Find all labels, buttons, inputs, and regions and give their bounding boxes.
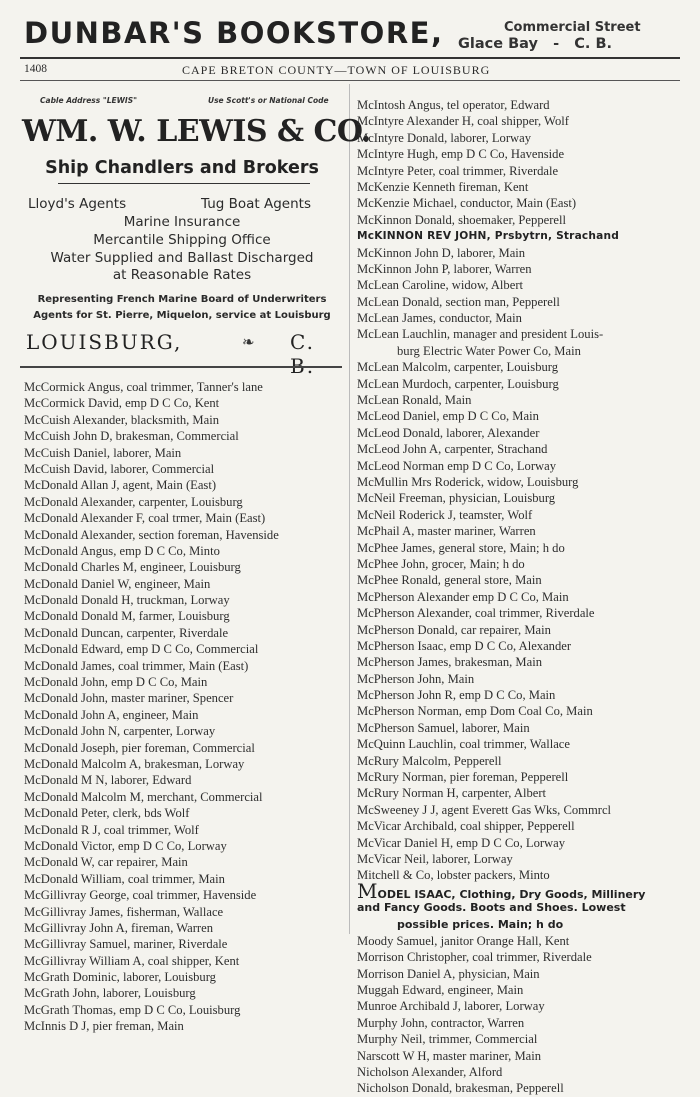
directory-entry: McGrath Dominic, laborer, Louisburg: [24, 970, 216, 985]
directory-entry: McLean Caroline, widow, Albert: [357, 278, 524, 293]
model-line2: and Fancy Goods. Boots and Shoes. Lowest: [357, 901, 626, 915]
directory-entry: McDonald Alexander, carpenter, Louisburg: [24, 494, 243, 509]
model-initial: M: [357, 878, 378, 903]
directory-entry: McDonald W, car repairer, Main: [24, 855, 188, 870]
directory-entry: McPhail A, master mariner, Warren: [357, 524, 536, 539]
directory-entry: Mitchell & Co, lobster packers, Minto: [357, 868, 550, 883]
directory-entry: McDonald R J, coal trimmer, Wolf: [24, 822, 199, 837]
directory-entry: McSweeney J J, agent Everett Gas Wks, Commrcl: [357, 802, 612, 817]
directory-entry: McPherson James, brakesman, Main: [357, 655, 543, 670]
directory-entry: McCuish Alexander, blacksmith, Main: [24, 412, 220, 427]
directory-entry: McLeod Daniel, emp D C Co, Main: [357, 409, 539, 424]
directory-entry: McGillivray George, coal trimmer, Havenside: [24, 888, 257, 903]
directory-entry: McPherson John R, emp D C Co, Main: [357, 688, 556, 703]
directory-entry: McDonald Donald M, farmer, Louisburg: [24, 609, 230, 624]
directory-entry: McDonald Malcolm M, merchant, Commercial: [24, 789, 263, 804]
directory-entry: McDonald Victor, emp D C Co, Lorway: [24, 838, 227, 853]
fleuron-ornament: ❧: [242, 335, 255, 351]
directory-entry: McDonald Peter, clerk, bds Wolf: [24, 806, 190, 821]
directory-entry: McGrath John, laborer, Louisburg: [24, 986, 196, 1001]
directory-entry: McDonald M N, laborer, Edward: [24, 773, 192, 788]
directory-entry: McKINNON REV JOHN, Prsbytrn, Strachand: [357, 230, 620, 243]
directory-entry: McPherson Alexander emp D C Co, Main: [357, 589, 569, 604]
directory-entry: McKinnon John D, laborer, Main: [357, 245, 526, 260]
directory-entry: McDonald Angus, emp D C Co, Minto: [24, 543, 220, 558]
right-directory-column: [357, 97, 687, 1097]
directory-entry: McDonald John, emp D C Co, Main: [24, 675, 208, 690]
directory-entry: McVicar Daniel H, emp D C Co, Lorway: [357, 835, 566, 850]
directory-entry: McDonald William, coal trimmer, Main: [24, 871, 225, 886]
directory-entry: McDonald Malcolm A, brakesman, Lorway: [24, 756, 245, 771]
ad-water: Water Supplied and Ballast Discharged: [50, 250, 314, 266]
column-divider: [349, 84, 350, 934]
ad-location: [24, 330, 344, 378]
ad-lloyds: Lloyd's Agents: [28, 196, 127, 212]
directory-entry: McMullin Mrs Roderick, widow, Louisburg: [357, 474, 579, 489]
directory-entry: McLean James, conductor, Main: [357, 311, 522, 326]
directory-entry: McGillivray John A, fireman, Warren: [24, 920, 214, 935]
directory-entry: McDonald John N, carpenter, Lorway: [24, 724, 216, 739]
directory-entry: McCuish David, laborer, Commercial: [24, 461, 215, 476]
directory-entry: McRury Norman, pier foreman, Pepperell: [357, 770, 569, 785]
directory-entry: McKenzie Kenneth fireman, Kent: [357, 179, 529, 194]
page-number: 1408: [24, 63, 47, 75]
directory-entry: McLean Donald, section man, Pepperell: [357, 294, 560, 309]
directory-entry: McCormick David, emp D C Co, Kent: [24, 396, 220, 411]
directory-entry: McLean Malcolm, carpenter, Louisburg: [357, 360, 559, 375]
directory-entry: McDonald Alexander F, coal trmer, Main (East): [24, 511, 266, 526]
directory-entry: McPherson Donald, car repairer, Main: [357, 622, 551, 637]
directory-entry: McRury Malcolm, Pepperell: [357, 753, 502, 768]
ad-province: C. B.: [290, 330, 316, 378]
directory-entry: McGillivray Samuel, mariner, Riverdale: [24, 937, 228, 952]
directory-entry: McDonald John, master mariner, Spencer: [24, 691, 234, 706]
running-head: CAPE BRETON COUNTY—TOWN OF LOUISBURG: [182, 63, 491, 77]
directory-entry: McVicar Neil, laborer, Lorway: [357, 851, 513, 866]
directory-entry: McInnis D J, pier freman, Main: [24, 1019, 184, 1034]
directory-entry: McCuish John D, brakesman, Commercial: [24, 429, 239, 444]
directory-entry: McDonald Edward, emp D C Co, Commercial: [24, 642, 259, 657]
directory-entry: McLeod John A, carpenter, Strachand: [357, 442, 548, 457]
directory-entry: Murphy Neil, trimmer, Commercial: [357, 1032, 538, 1047]
ad-tug: Tug Boat Agents: [201, 196, 311, 212]
banner-town: Glace Bay - C. B.: [458, 36, 613, 52]
directory-entry: McPhee John, grocer, Main; h do: [357, 556, 525, 571]
directory-entry: Morrison Christopher, coal trimmer, Riverdale: [357, 950, 592, 965]
directory-entry: McCuish Daniel, laborer, Main: [24, 445, 182, 460]
ad-mercantile: Mercantile Shipping Office: [93, 232, 271, 248]
directory-entry: McLean Murdoch, carpenter, Louisburg: [357, 376, 559, 391]
banner-street: Commercial Street: [504, 20, 641, 35]
left-directory-column: [24, 379, 348, 1035]
directory-entry: McGillivray James, fisherman, Wallace: [24, 904, 224, 919]
directory-entry: McRury Norman H, carpenter, Albert: [357, 786, 547, 801]
ad-cable-address: Cable Address "LEWIS": [40, 96, 138, 105]
directory-entry: McIntosh Angus, tel operator, Edward: [357, 98, 550, 112]
banner-title: DUNBAR'S BOOKSTORE,: [24, 16, 444, 50]
directory-entry: McDonald Charles M, engineer, Louisburg: [24, 560, 241, 575]
directory-entry: Moody Samuel, janitor Orange Hall, Kent: [357, 933, 570, 948]
directory-entry: McPherson Alexander, coal trimmer, Riverdale: [357, 606, 595, 621]
directory-entry: McPherson John, Main: [357, 671, 475, 686]
directory-entry: McPherson Norman, emp Dom Coal Co, Main: [357, 704, 593, 719]
banner-rule: [20, 57, 680, 59]
directory-entry: Muggah Edward, engineer, Main: [357, 983, 524, 998]
directory-entry: McIntyre Alexander H, coal shipper, Wolf: [357, 114, 569, 129]
ad-representing: Representing French Marine Board of Underwriters: [37, 294, 327, 305]
model-line3: possible prices. Main; h do: [397, 917, 564, 931]
directory-entry: McVicar Archibald, coal shipper, Pepperell: [357, 819, 575, 834]
ad-firm-name: WM. W. LEWIS & CO.: [22, 114, 371, 149]
ad-trade-rule: [58, 183, 310, 184]
directory-entry: Nicholson Alexander, Alford: [357, 1065, 503, 1080]
directory-entry: burg Electric Water Power Co, Main: [397, 343, 581, 358]
ad-code: Use Scott's or National Code: [208, 96, 329, 105]
directory-entry: McNeil Roderick J, teamster, Wolf: [357, 507, 533, 522]
directory-entry: McLean Lauchlin, manager and president Louis-: [357, 327, 604, 342]
ad-agents: Agents for St. Pierre, Miquelon, service at Louisburg: [33, 310, 331, 321]
model-line-1: ODEL ISAAC, Clothing, Dry Goods, Millinery: [377, 887, 646, 901]
directory-entry: McGrath Thomas, emp D C Co, Louisburg: [24, 1002, 241, 1017]
directory-entry: Murphy John, contractor, Warren: [357, 1015, 525, 1030]
directory-entry: McDonald Duncan, carpenter, Riverdale: [24, 625, 229, 640]
ad-bottom-rule: [20, 366, 342, 368]
ad-town: LOUISBURG,: [26, 330, 183, 354]
directory-entry: McNeil Freeman, physician, Louisburg: [357, 491, 556, 506]
directory-entry: McPhee Ronald, general store, Main: [357, 573, 542, 588]
directory-entry: McDonald Donald H, truckman, Lorway: [24, 593, 230, 608]
ad-rates: at Reasonable Rates: [112, 267, 252, 283]
directory-entry: Morrison Daniel A, physician, Main: [357, 966, 540, 981]
directory-entry: McPhee James, general store, Main; h do: [357, 540, 565, 555]
directory-entry: Narscott W H, master mariner, Main: [357, 1048, 542, 1063]
directory-entry: McPherson Isaac, emp D C Co, Alexander: [357, 638, 572, 653]
directory-entry: McIntyre Peter, coal trimmer, Riverdale: [357, 163, 559, 178]
directory-entry: McCormick Angus, coal trimmer, Tanner's lane: [24, 380, 263, 394]
directory-entry: McDonald John A, engineer, Main: [24, 707, 199, 722]
directory-entry: McIntyre Donald, laborer, Lorway: [357, 130, 531, 145]
directory-entry: McQuinn Lauchlin, coal trimmer, Wallace: [357, 737, 570, 752]
directory-entry: McIntyre Hugh, emp D C Co, Havenside: [357, 147, 565, 162]
model-isaac-entry: [357, 878, 687, 903]
directory-entry: McDonald Alexander, section foreman, Havenside: [24, 527, 279, 542]
directory-entry: McDonald Daniel W, engineer, Main: [24, 576, 211, 591]
directory-entry: McDonald James, coal trimmer, Main (East): [24, 658, 249, 673]
directory-entry: McPherson Samuel, laborer, Main: [357, 720, 530, 735]
directory-entry: McKenzie Michael, conductor, Main (East): [357, 196, 577, 211]
header-rule: [20, 80, 680, 81]
directory-entry: McKinnon Donald, shoemaker, Pepperell: [357, 212, 566, 227]
directory-entry: McKinnon John P, laborer, Warren: [357, 261, 532, 276]
directory-entry: McLeod Donald, laborer, Alexander: [357, 425, 540, 440]
directory-entry: McLean Ronald, Main: [357, 393, 472, 408]
ad-trade: Ship Chandlers and Brokers: [45, 158, 319, 178]
directory-entry: Munroe Archibald J, laborer, Lorway: [357, 999, 545, 1014]
directory-entry: McGillivray William A, coal shipper, Kent: [24, 953, 240, 968]
directory-entry: McLeod Norman emp D C Co, Lorway: [357, 458, 557, 473]
ad-marine: Marine Insurance: [123, 214, 241, 230]
directory-entry: McDonald Joseph, pier foreman, Commercial: [24, 740, 255, 755]
directory-entry: Nicholson Donald, brakesman, Pepperell: [357, 1081, 564, 1096]
directory-entry: McDonald Allan J, agent, Main (East): [24, 478, 217, 493]
lewis-advertisement: [22, 92, 371, 358]
bookstore-banner: [24, 16, 684, 58]
